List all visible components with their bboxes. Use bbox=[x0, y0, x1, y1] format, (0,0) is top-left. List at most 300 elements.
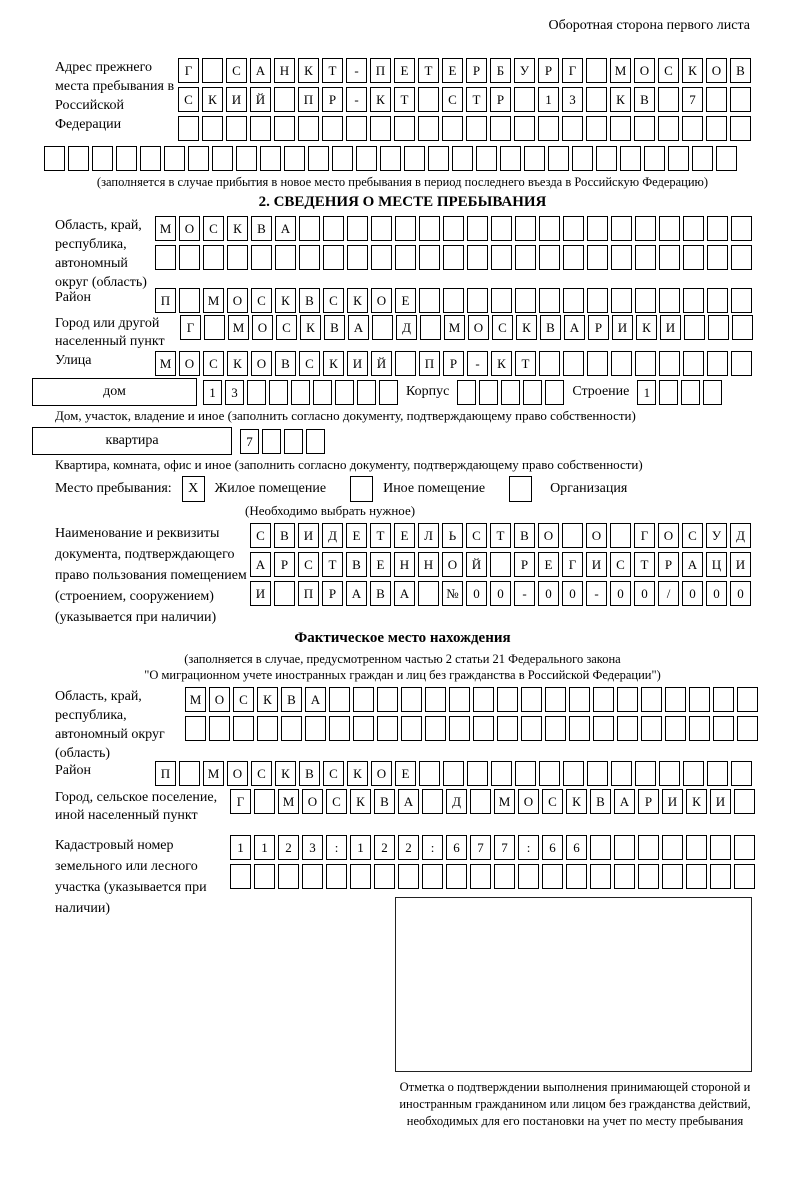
char-box[interactable] bbox=[356, 146, 377, 171]
char-box[interactable] bbox=[731, 216, 752, 241]
char-box[interactable] bbox=[706, 116, 727, 141]
char-box[interactable]: И bbox=[250, 581, 271, 606]
char-box[interactable] bbox=[548, 146, 569, 171]
char-box[interactable] bbox=[419, 216, 440, 241]
char-box[interactable] bbox=[494, 864, 515, 889]
char-box[interactable] bbox=[374, 864, 395, 889]
char-box[interactable] bbox=[233, 716, 254, 741]
char-box[interactable] bbox=[587, 351, 608, 376]
char-box[interactable]: С bbox=[276, 315, 297, 340]
char-box[interactable]: Е bbox=[395, 288, 416, 313]
char-box[interactable]: К bbox=[257, 687, 278, 712]
char-box[interactable]: М bbox=[203, 288, 224, 313]
char-box[interactable]: В bbox=[281, 687, 302, 712]
char-box[interactable] bbox=[347, 216, 368, 241]
char-box[interactable] bbox=[730, 116, 751, 141]
char-box[interactable]: Т bbox=[370, 523, 391, 548]
char-box[interactable]: С bbox=[250, 523, 271, 548]
char-box[interactable] bbox=[419, 245, 440, 270]
char-box[interactable]: Н bbox=[394, 552, 415, 577]
char-box[interactable] bbox=[596, 146, 617, 171]
char-box[interactable] bbox=[179, 288, 200, 313]
char-box[interactable]: Т bbox=[322, 552, 343, 577]
char-box[interactable] bbox=[708, 315, 729, 340]
char-box[interactable]: С bbox=[233, 687, 254, 712]
char-box[interactable] bbox=[278, 864, 299, 889]
checkbox-residential[interactable]: X bbox=[182, 476, 205, 502]
char-box[interactable]: П bbox=[155, 288, 176, 313]
char-box[interactable] bbox=[732, 315, 753, 340]
char-box[interactable] bbox=[68, 146, 89, 171]
char-box[interactable] bbox=[641, 687, 662, 712]
char-box[interactable]: - bbox=[514, 581, 535, 606]
char-box[interactable] bbox=[350, 864, 371, 889]
char-box[interactable]: М bbox=[155, 351, 176, 376]
char-box[interactable]: В bbox=[324, 315, 345, 340]
char-box[interactable] bbox=[563, 761, 584, 786]
char-box[interactable]: Л bbox=[418, 523, 439, 548]
char-box[interactable] bbox=[539, 216, 560, 241]
char-box[interactable]: : bbox=[422, 835, 443, 860]
char-box[interactable]: 6 bbox=[542, 835, 563, 860]
char-box[interactable] bbox=[473, 687, 494, 712]
char-box[interactable]: Й bbox=[371, 351, 392, 376]
char-box[interactable] bbox=[473, 716, 494, 741]
char-box[interactable] bbox=[611, 245, 632, 270]
char-box[interactable]: 0 bbox=[682, 581, 703, 606]
char-box[interactable] bbox=[372, 315, 393, 340]
char-box[interactable]: 2 bbox=[398, 835, 419, 860]
char-box[interactable] bbox=[236, 146, 257, 171]
char-box[interactable]: О bbox=[209, 687, 230, 712]
char-box[interactable] bbox=[299, 245, 320, 270]
char-box[interactable]: С bbox=[442, 87, 463, 112]
char-box[interactable] bbox=[401, 687, 422, 712]
char-box[interactable] bbox=[545, 687, 566, 712]
char-box[interactable] bbox=[443, 245, 464, 270]
char-box[interactable]: В bbox=[514, 523, 535, 548]
char-box[interactable] bbox=[662, 864, 683, 889]
char-box[interactable]: М bbox=[185, 687, 206, 712]
char-box[interactable] bbox=[614, 864, 635, 889]
char-box[interactable] bbox=[418, 581, 439, 606]
char-box[interactable]: О bbox=[371, 288, 392, 313]
char-box[interactable]: С bbox=[299, 351, 320, 376]
char-box[interactable]: М bbox=[203, 761, 224, 786]
char-box[interactable] bbox=[490, 116, 511, 141]
char-box[interactable]: А bbox=[250, 552, 271, 577]
char-box[interactable] bbox=[497, 687, 518, 712]
char-box[interactable]: А bbox=[348, 315, 369, 340]
char-box[interactable] bbox=[140, 146, 161, 171]
char-box[interactable] bbox=[716, 146, 737, 171]
checkbox-other-premises[interactable] bbox=[350, 476, 373, 502]
char-box[interactable] bbox=[476, 146, 497, 171]
char-box[interactable]: Д bbox=[730, 523, 751, 548]
char-box[interactable]: А bbox=[305, 687, 326, 712]
char-box[interactable] bbox=[593, 687, 614, 712]
char-box[interactable]: - bbox=[586, 581, 607, 606]
char-box[interactable] bbox=[665, 716, 686, 741]
char-box[interactable] bbox=[737, 716, 758, 741]
char-box[interactable] bbox=[731, 761, 752, 786]
char-box[interactable]: 0 bbox=[706, 581, 727, 606]
char-box[interactable] bbox=[323, 216, 344, 241]
char-box[interactable]: Д bbox=[396, 315, 417, 340]
char-box[interactable]: К bbox=[636, 315, 657, 340]
char-box[interactable] bbox=[179, 245, 200, 270]
char-box[interactable]: К bbox=[682, 58, 703, 83]
char-box[interactable] bbox=[377, 716, 398, 741]
char-box[interactable] bbox=[611, 216, 632, 241]
char-box[interactable] bbox=[659, 761, 680, 786]
char-box[interactable] bbox=[179, 761, 200, 786]
char-box[interactable]: Н bbox=[418, 552, 439, 577]
char-box[interactable] bbox=[703, 380, 722, 405]
char-box[interactable] bbox=[734, 789, 755, 814]
char-box[interactable]: К bbox=[298, 58, 319, 83]
char-box[interactable] bbox=[284, 429, 303, 454]
char-box[interactable]: 7 bbox=[470, 835, 491, 860]
char-box[interactable]: Р bbox=[466, 58, 487, 83]
char-box[interactable] bbox=[686, 864, 707, 889]
char-box[interactable]: 3 bbox=[562, 87, 583, 112]
char-box[interactable]: Г bbox=[562, 58, 583, 83]
char-box[interactable] bbox=[380, 146, 401, 171]
char-box[interactable] bbox=[254, 864, 275, 889]
char-box[interactable]: 1 bbox=[538, 87, 559, 112]
char-box[interactable]: И bbox=[586, 552, 607, 577]
char-box[interactable]: Т bbox=[322, 58, 343, 83]
char-box[interactable]: И bbox=[298, 523, 319, 548]
char-box[interactable]: Р bbox=[514, 552, 535, 577]
char-box[interactable]: О bbox=[634, 58, 655, 83]
char-box[interactable] bbox=[539, 761, 560, 786]
char-box[interactable]: 0 bbox=[730, 581, 751, 606]
char-box[interactable]: 1 bbox=[230, 835, 251, 860]
char-box[interactable]: Р bbox=[490, 87, 511, 112]
char-box[interactable] bbox=[202, 58, 223, 83]
char-box[interactable]: Г bbox=[562, 552, 583, 577]
char-box[interactable] bbox=[707, 761, 728, 786]
char-box[interactable] bbox=[332, 146, 353, 171]
char-box[interactable]: О bbox=[586, 523, 607, 548]
char-box[interactable]: В bbox=[370, 581, 391, 606]
char-box[interactable]: Й bbox=[250, 87, 271, 112]
char-box[interactable]: М bbox=[155, 216, 176, 241]
char-box[interactable] bbox=[274, 116, 295, 141]
char-box[interactable] bbox=[539, 245, 560, 270]
char-box[interactable]: С bbox=[178, 87, 199, 112]
char-box[interactable] bbox=[684, 315, 705, 340]
char-box[interactable] bbox=[418, 87, 439, 112]
char-box[interactable]: С bbox=[323, 761, 344, 786]
char-box[interactable] bbox=[572, 146, 593, 171]
char-box[interactable] bbox=[371, 216, 392, 241]
char-box[interactable]: О bbox=[371, 761, 392, 786]
char-box[interactable]: С bbox=[326, 789, 347, 814]
char-box[interactable] bbox=[706, 87, 727, 112]
char-box[interactable] bbox=[443, 761, 464, 786]
char-box[interactable]: Р bbox=[658, 552, 679, 577]
char-box[interactable] bbox=[230, 864, 251, 889]
char-box[interactable] bbox=[611, 351, 632, 376]
char-box[interactable] bbox=[247, 380, 266, 405]
char-box[interactable] bbox=[635, 761, 656, 786]
char-box[interactable]: - bbox=[346, 58, 367, 83]
char-box[interactable]: О bbox=[179, 216, 200, 241]
char-box[interactable] bbox=[683, 245, 704, 270]
char-box[interactable]: Т bbox=[394, 87, 415, 112]
char-box[interactable] bbox=[611, 761, 632, 786]
char-box[interactable]: М bbox=[444, 315, 465, 340]
char-box[interactable] bbox=[683, 761, 704, 786]
char-box[interactable] bbox=[707, 245, 728, 270]
char-box[interactable] bbox=[713, 716, 734, 741]
char-box[interactable] bbox=[659, 288, 680, 313]
char-box[interactable]: К bbox=[347, 761, 368, 786]
char-box[interactable] bbox=[683, 216, 704, 241]
char-box[interactable]: С bbox=[658, 58, 679, 83]
char-box[interactable]: 0 bbox=[490, 581, 511, 606]
char-box[interactable]: / bbox=[658, 581, 679, 606]
char-box[interactable]: К bbox=[350, 789, 371, 814]
char-box[interactable]: И bbox=[662, 789, 683, 814]
char-box[interactable] bbox=[188, 146, 209, 171]
char-box[interactable] bbox=[707, 288, 728, 313]
char-box[interactable]: : bbox=[326, 835, 347, 860]
char-box[interactable] bbox=[178, 116, 199, 141]
char-box[interactable]: О bbox=[658, 523, 679, 548]
char-box[interactable] bbox=[590, 835, 611, 860]
char-box[interactable] bbox=[610, 116, 631, 141]
char-box[interactable] bbox=[164, 146, 185, 171]
char-box[interactable] bbox=[523, 380, 542, 405]
char-box[interactable]: Е bbox=[370, 552, 391, 577]
char-box[interactable] bbox=[260, 146, 281, 171]
char-box[interactable]: Е bbox=[394, 58, 415, 83]
char-box[interactable] bbox=[357, 380, 376, 405]
char-box[interactable]: О bbox=[518, 789, 539, 814]
char-box[interactable] bbox=[370, 116, 391, 141]
char-box[interactable] bbox=[686, 835, 707, 860]
char-box[interactable] bbox=[710, 864, 731, 889]
char-box[interactable]: В bbox=[346, 552, 367, 577]
char-box[interactable]: С bbox=[226, 58, 247, 83]
char-box[interactable] bbox=[662, 835, 683, 860]
char-box[interactable]: П bbox=[298, 87, 319, 112]
char-box[interactable]: В bbox=[540, 315, 561, 340]
char-box[interactable]: Р bbox=[322, 87, 343, 112]
char-box[interactable] bbox=[518, 864, 539, 889]
char-box[interactable]: № bbox=[442, 581, 463, 606]
char-box[interactable]: С bbox=[203, 351, 224, 376]
char-box[interactable] bbox=[428, 146, 449, 171]
char-box[interactable] bbox=[586, 116, 607, 141]
char-box[interactable]: К bbox=[610, 87, 631, 112]
char-box[interactable]: И bbox=[660, 315, 681, 340]
char-box[interactable] bbox=[298, 116, 319, 141]
char-box[interactable]: И bbox=[612, 315, 633, 340]
char-box[interactable] bbox=[641, 716, 662, 741]
char-box[interactable] bbox=[329, 687, 350, 712]
char-box[interactable]: В bbox=[299, 761, 320, 786]
char-box[interactable] bbox=[467, 288, 488, 313]
char-box[interactable] bbox=[398, 864, 419, 889]
char-box[interactable]: О bbox=[706, 58, 727, 83]
char-box[interactable] bbox=[563, 216, 584, 241]
char-box[interactable] bbox=[419, 761, 440, 786]
char-box[interactable] bbox=[491, 288, 512, 313]
char-box[interactable]: К bbox=[347, 288, 368, 313]
char-box[interactable]: О bbox=[227, 288, 248, 313]
checkbox-organization[interactable] bbox=[509, 476, 532, 502]
char-box[interactable] bbox=[635, 351, 656, 376]
char-box[interactable]: А bbox=[275, 216, 296, 241]
char-box[interactable]: - bbox=[346, 87, 367, 112]
char-box[interactable] bbox=[443, 216, 464, 241]
char-box[interactable]: 0 bbox=[562, 581, 583, 606]
char-box[interactable]: Т bbox=[515, 351, 536, 376]
char-box[interactable] bbox=[731, 351, 752, 376]
char-box[interactable] bbox=[545, 716, 566, 741]
char-box[interactable] bbox=[467, 245, 488, 270]
char-box[interactable]: Г bbox=[634, 523, 655, 548]
char-box[interactable] bbox=[587, 216, 608, 241]
char-box[interactable]: 0 bbox=[538, 581, 559, 606]
char-box[interactable]: 7 bbox=[494, 835, 515, 860]
char-box[interactable] bbox=[281, 716, 302, 741]
char-box[interactable]: С bbox=[466, 523, 487, 548]
char-box[interactable]: Т bbox=[634, 552, 655, 577]
char-box[interactable]: Е bbox=[442, 58, 463, 83]
char-box[interactable] bbox=[563, 245, 584, 270]
char-box[interactable] bbox=[731, 245, 752, 270]
char-box[interactable] bbox=[323, 245, 344, 270]
char-box[interactable]: С bbox=[251, 288, 272, 313]
char-box[interactable] bbox=[562, 116, 583, 141]
char-box[interactable] bbox=[734, 835, 755, 860]
char-box[interactable] bbox=[470, 789, 491, 814]
char-box[interactable] bbox=[730, 87, 751, 112]
char-box[interactable] bbox=[569, 687, 590, 712]
char-box[interactable] bbox=[275, 245, 296, 270]
char-box[interactable]: В bbox=[374, 789, 395, 814]
char-box[interactable] bbox=[521, 716, 542, 741]
char-box[interactable]: Т bbox=[490, 523, 511, 548]
char-box[interactable] bbox=[644, 146, 665, 171]
char-box[interactable] bbox=[635, 216, 656, 241]
char-box[interactable] bbox=[274, 87, 295, 112]
char-box[interactable] bbox=[274, 581, 295, 606]
char-box[interactable] bbox=[395, 216, 416, 241]
char-box[interactable] bbox=[490, 552, 511, 577]
char-box[interactable]: О bbox=[252, 315, 273, 340]
char-box[interactable]: 7 bbox=[240, 429, 259, 454]
char-box[interactable] bbox=[587, 761, 608, 786]
char-box[interactable] bbox=[353, 687, 374, 712]
char-box[interactable]: У bbox=[706, 523, 727, 548]
char-box[interactable]: П bbox=[419, 351, 440, 376]
char-box[interactable]: М bbox=[610, 58, 631, 83]
char-box[interactable]: Е bbox=[538, 552, 559, 577]
char-box[interactable] bbox=[563, 351, 584, 376]
char-box[interactable] bbox=[404, 146, 425, 171]
char-box[interactable] bbox=[394, 116, 415, 141]
char-box[interactable] bbox=[501, 380, 520, 405]
char-box[interactable]: С bbox=[492, 315, 513, 340]
char-box[interactable] bbox=[353, 716, 374, 741]
char-box[interactable] bbox=[299, 216, 320, 241]
char-box[interactable] bbox=[638, 835, 659, 860]
char-box[interactable] bbox=[734, 864, 755, 889]
char-box[interactable] bbox=[614, 835, 635, 860]
char-box[interactable] bbox=[713, 687, 734, 712]
char-box[interactable]: И bbox=[347, 351, 368, 376]
char-box[interactable] bbox=[305, 716, 326, 741]
char-box[interactable] bbox=[425, 716, 446, 741]
char-box[interactable] bbox=[659, 245, 680, 270]
char-box[interactable] bbox=[212, 146, 233, 171]
char-box[interactable] bbox=[422, 789, 443, 814]
char-box[interactable]: К bbox=[227, 351, 248, 376]
char-box[interactable]: К bbox=[370, 87, 391, 112]
char-box[interactable] bbox=[377, 687, 398, 712]
char-box[interactable] bbox=[302, 864, 323, 889]
char-box[interactable] bbox=[371, 245, 392, 270]
char-box[interactable]: О bbox=[302, 789, 323, 814]
char-box[interactable] bbox=[515, 245, 536, 270]
char-box[interactable] bbox=[491, 216, 512, 241]
char-box[interactable]: А bbox=[346, 581, 367, 606]
char-box[interactable]: 1 bbox=[350, 835, 371, 860]
char-box[interactable] bbox=[254, 789, 275, 814]
char-box[interactable] bbox=[346, 116, 367, 141]
char-box[interactable]: С bbox=[298, 552, 319, 577]
char-box[interactable]: П bbox=[370, 58, 391, 83]
char-box[interactable] bbox=[689, 687, 710, 712]
char-box[interactable] bbox=[466, 116, 487, 141]
char-box[interactable]: 0 bbox=[610, 581, 631, 606]
char-box[interactable]: Р bbox=[443, 351, 464, 376]
char-box[interactable] bbox=[635, 245, 656, 270]
char-box[interactable] bbox=[306, 429, 325, 454]
char-box[interactable] bbox=[395, 245, 416, 270]
char-box[interactable]: Р bbox=[638, 789, 659, 814]
char-box[interactable] bbox=[539, 351, 560, 376]
char-box[interactable]: К bbox=[516, 315, 537, 340]
char-box[interactable]: 1 bbox=[203, 380, 222, 405]
char-box[interactable]: Р bbox=[274, 552, 295, 577]
char-box[interactable]: М bbox=[494, 789, 515, 814]
char-box[interactable]: А bbox=[614, 789, 635, 814]
char-box[interactable] bbox=[185, 716, 206, 741]
char-box[interactable]: 3 bbox=[225, 380, 244, 405]
char-box[interactable]: К bbox=[300, 315, 321, 340]
char-box[interactable]: 3 bbox=[302, 835, 323, 860]
char-box[interactable] bbox=[479, 380, 498, 405]
char-box[interactable]: И bbox=[710, 789, 731, 814]
char-box[interactable] bbox=[610, 523, 631, 548]
char-box[interactable]: В bbox=[251, 216, 272, 241]
char-box[interactable]: : bbox=[518, 835, 539, 860]
char-box[interactable]: Д bbox=[446, 789, 467, 814]
char-box[interactable] bbox=[587, 245, 608, 270]
char-box[interactable] bbox=[420, 315, 441, 340]
char-box[interactable]: Ц bbox=[706, 552, 727, 577]
char-box[interactable]: К bbox=[491, 351, 512, 376]
char-box[interactable]: М bbox=[228, 315, 249, 340]
